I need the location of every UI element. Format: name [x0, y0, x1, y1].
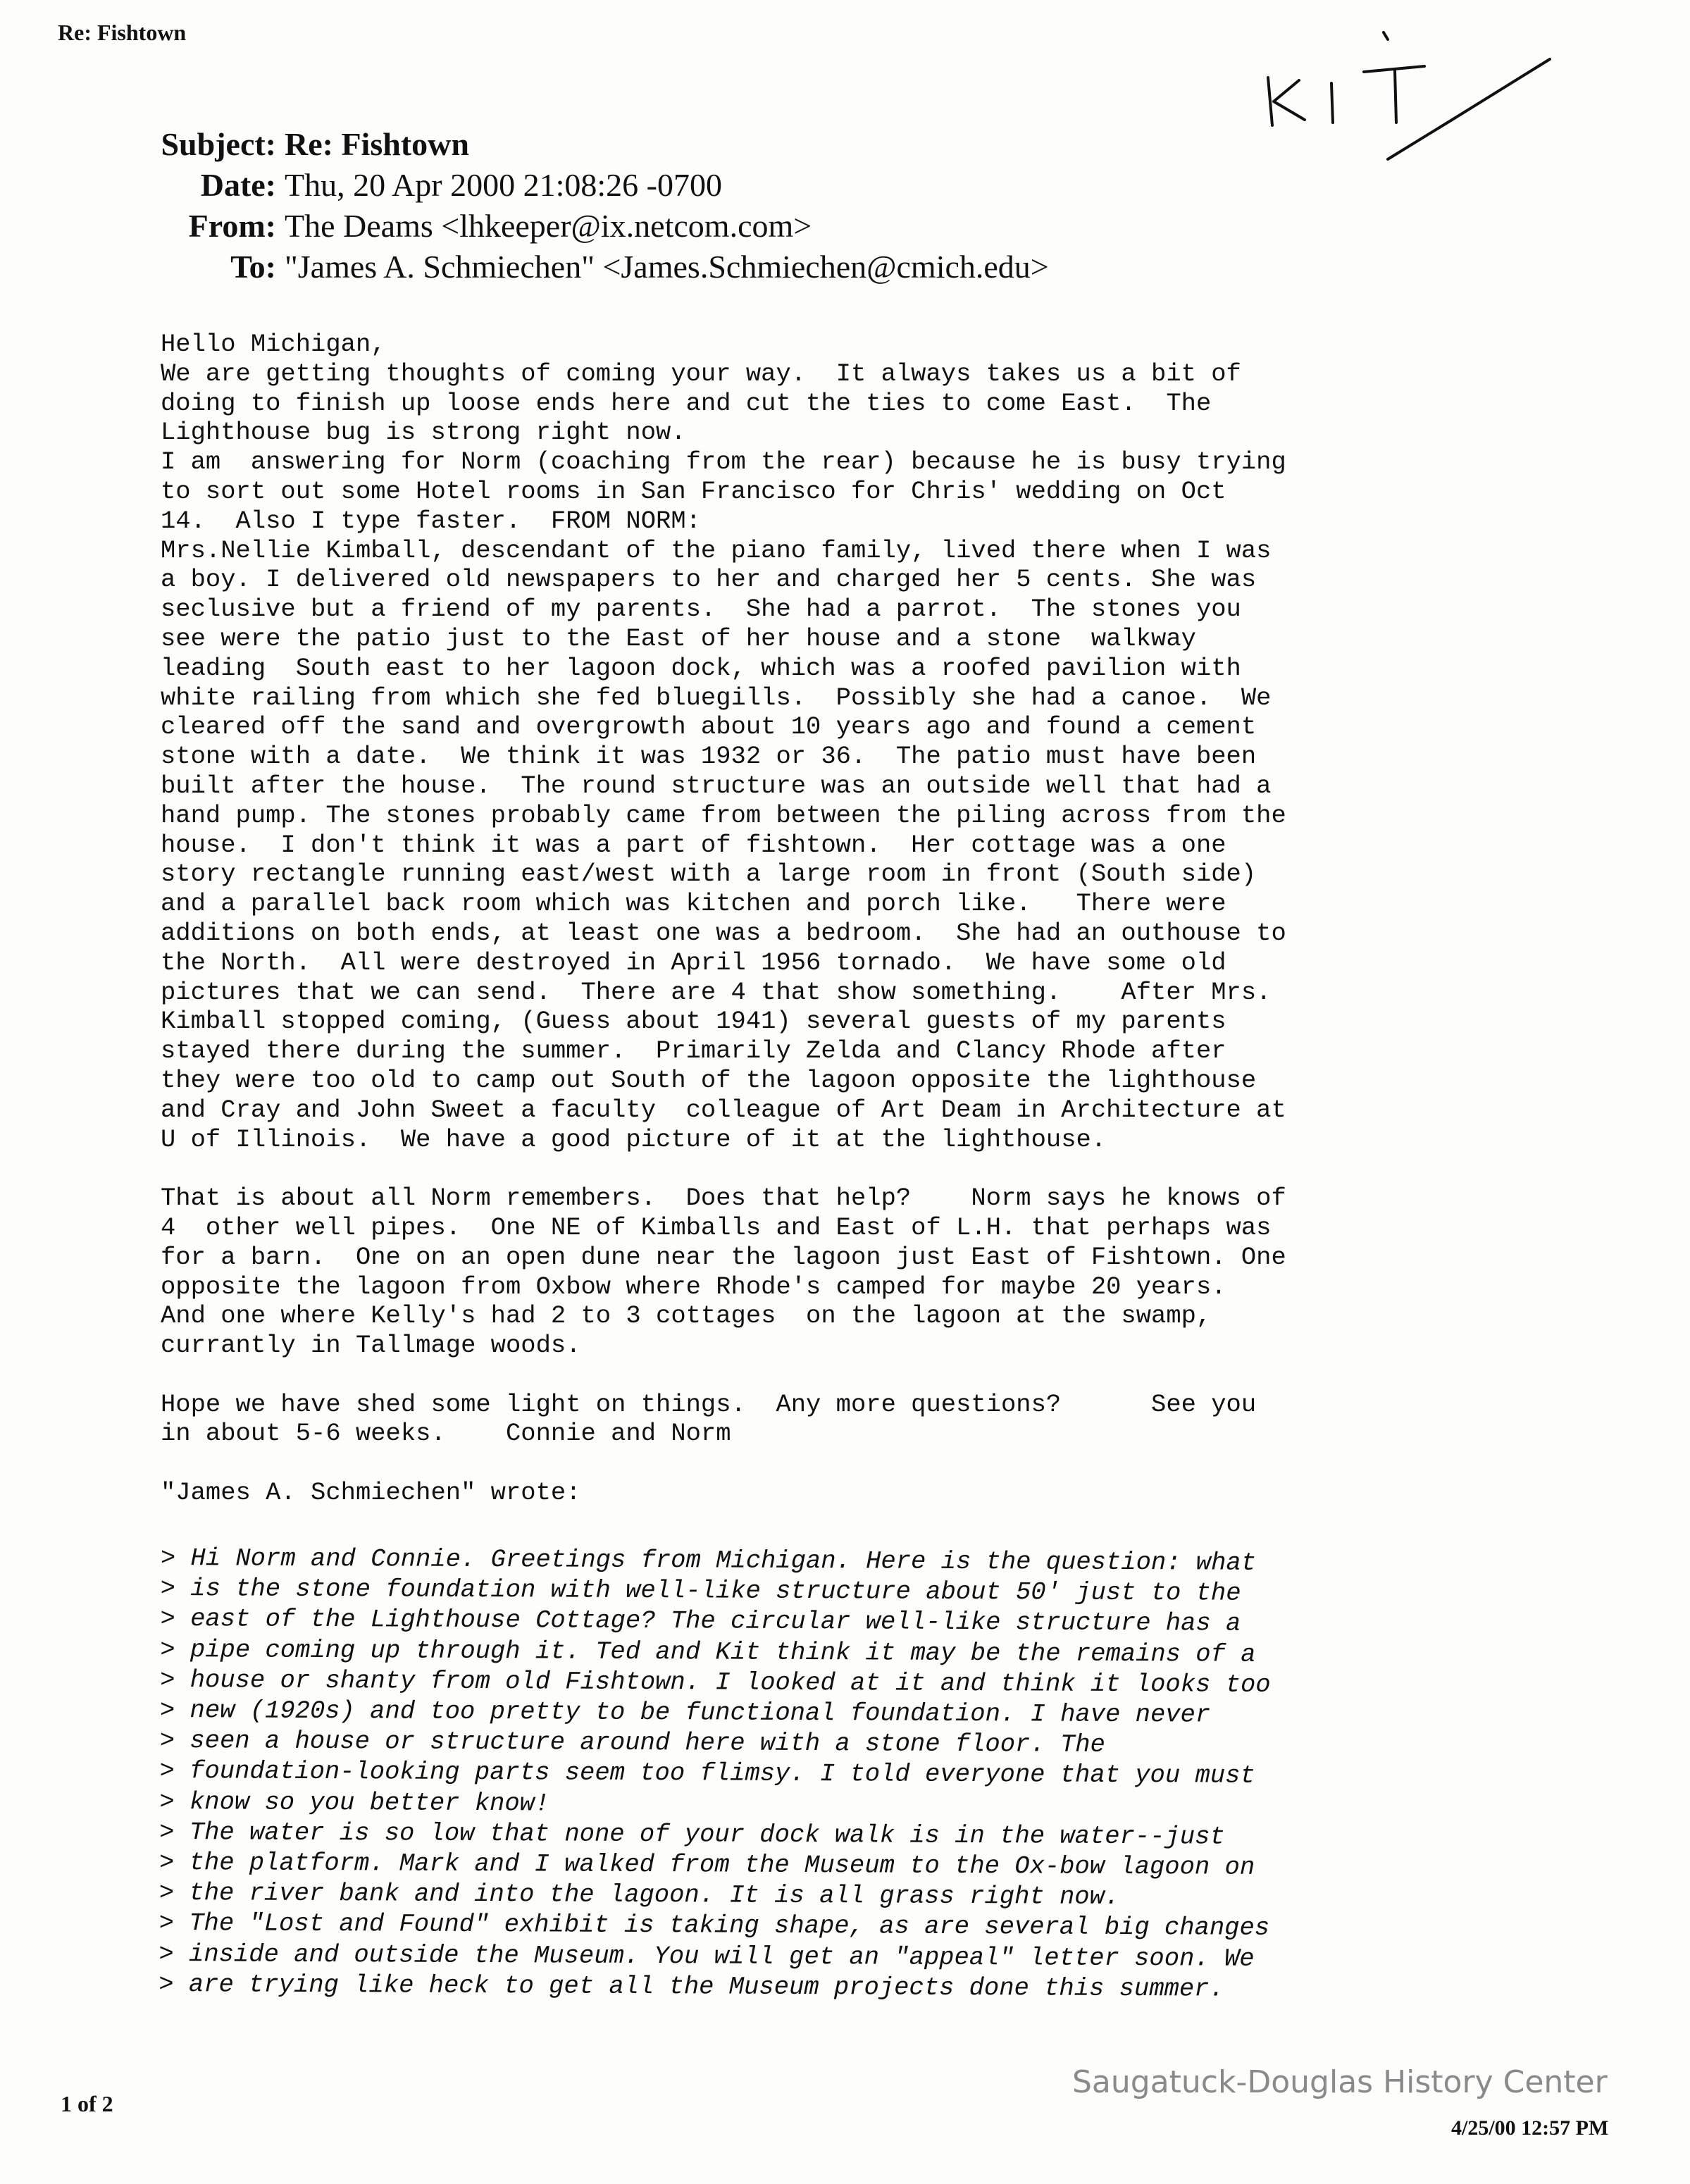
- header-date-row: [0, 165, 1049, 206]
- body-line: and a parallel back room which was kitchen and porch like. There were: [161, 889, 1226, 919]
- body-line: 14. Also I type faster. FROM NORM:: [161, 506, 701, 535]
- date-label: Date:: [200, 167, 276, 203]
- body-line: see were the patio just to the East of her house and a stone walkway: [161, 623, 1196, 653]
- body-line: pictures that we can send. There are 4 that show something. After Mrs.: [161, 977, 1272, 1007]
- body-line: 4 other well pipes. One NE of Kimballs and East of L.H. that perhaps was: [161, 1212, 1272, 1242]
- body-line: story rectangle running east/west with a large room in front (South side): [161, 860, 1257, 889]
- quoted-line: > the river bank and into the lagoon. It is all grass right now.: [159, 1878, 1120, 1912]
- body-line: hand pump. The stones probably came from between the piling across from the: [161, 800, 1286, 830]
- body-line: they were too old to camp out South of the lagoon opposite the lighthouse: [161, 1065, 1257, 1095]
- body-line: white railing from which she fed bluegills. Possibly she had a canoe. We: [161, 683, 1272, 712]
- body-line: [161, 1448, 1499, 1478]
- quoted-line: > The "Lost and Found" exhibit is taking shape, as are several big changes: [159, 1909, 1270, 1943]
- body-line: Hello Michigan,: [161, 330, 386, 359]
- body-line: and Cray and John Sweet a faculty colleague of Art Deam in Architecture at: [161, 1095, 1286, 1124]
- quoted-line: > The water is so low that none of your dock walk is in the water--just: [159, 1817, 1225, 1851]
- body-line: a boy. I delivered old newspapers to her and charged her 5 cents. She was: [161, 565, 1257, 595]
- quoted-line: > pipe coming up through it. Ted and Kit think it may be the remains of a: [160, 1634, 1256, 1669]
- header-from-row: [0, 206, 1049, 247]
- body-line: That is about all Norm remembers. Does that help? Norm says he knows of: [161, 1184, 1286, 1213]
- from-value: The Deams <lhkeeper@ix.netcom.com>: [285, 208, 812, 244]
- body-line: U of Illinois. We have a good picture of it at the lighthouse.: [161, 1124, 1107, 1154]
- quoted-line: > seen a house or structure around here with a stone floor. The: [159, 1726, 1105, 1760]
- quoted-line: > foundation-looking parts seem too flimsy. I told everyone that you must: [159, 1756, 1255, 1791]
- quoted-line: > know so you better know!: [159, 1787, 550, 1818]
- header-subject-row: [0, 124, 1049, 165]
- quoted-line: > inside and outside the Museum. You will get an "appeal" letter soon. We: [159, 1939, 1255, 1973]
- quoted-line: > Hi Norm and Connie. Greetings from Michigan. Here is the question: what: [160, 1544, 1257, 1577]
- quoted-line: > new (1920s) and too pretty to be functional foundation. I have never: [159, 1696, 1211, 1730]
- body-line: Mrs.Nellie Kimball, descendant of the piano family, lived there when I was: [161, 535, 1272, 565]
- body-line: built after the house. The round structure was an outside well that had a: [161, 771, 1272, 800]
- body-line: Kimball stopped coming, (Guess about 1941) several guests of my parents: [161, 1007, 1226, 1036]
- handwritten-kit-annotation: [1247, 21, 1564, 211]
- header-to-row: [0, 247, 1049, 287]
- body-line: doing to finish up loose ends here and cut the ties to come East. The: [161, 388, 1212, 418]
- body-line: the North. All were destroyed in April 1956 tornado. We have some old: [161, 948, 1226, 977]
- body-line: Hope we have shed some light on things. Any more questions? See you: [161, 1389, 1257, 1419]
- body-line: "James A. Schmiechen" wrote:: [161, 1478, 581, 1508]
- email-headers: [0, 124, 1049, 287]
- from-label: From:: [188, 208, 276, 244]
- quoted-line: > east of the Lighthouse Cottage? The circular well-like structure has a: [160, 1604, 1241, 1639]
- quoted-line: > are trying like heck to get all the Museum projects done this summer.: [159, 1969, 1224, 2004]
- body-line: leading South east to her lagoon dock, which was a roofed pavilion with: [161, 653, 1241, 683]
- quoted-line: > the platform. Mark and I walked from the Museum to the Ox-bow lagoon on: [159, 1848, 1255, 1882]
- print-header: Re: Fishtown: [58, 20, 187, 45]
- print-timestamp: 4/25/00 12:57 PM: [1451, 2116, 1609, 2140]
- to-value: "James A. Schmiechen" <James.Schmiechen@cmich.edu>: [285, 249, 1049, 285]
- body-line: [161, 1154, 1499, 1184]
- body-line: additions on both ends, at least one was a bedroom. She had an outhouse to: [161, 918, 1286, 948]
- subject-label: Subject:: [161, 126, 276, 162]
- to-label: To:: [230, 249, 276, 285]
- handwriting-strokes: [1247, 21, 1564, 211]
- subject-value: Re: Fishtown: [285, 126, 469, 162]
- body-line: for a barn. One on an open dune near the lagoon just East of Fishtown. One: [161, 1242, 1286, 1272]
- date-value: Thu, 20 Apr 2000 21:08:26 -0700: [285, 167, 722, 203]
- body-line: house. I don't think it was a part of fishtown. Her cottage was a one: [161, 830, 1226, 860]
- body-line: stone with a date. We think it was 1932 or 36. The patio must have been: [161, 742, 1257, 771]
- page-number: 1 of 2: [61, 2091, 113, 2116]
- body-line: [161, 1360, 1499, 1390]
- body-line: Lighthouse bug is strong right now.: [161, 418, 686, 447]
- body-line: And one where Kelly's had 2 to 3 cottages on the lagoon at the swamp,: [161, 1301, 1212, 1331]
- quoted-message: [159, 1543, 1271, 2004]
- body-line: currantly in Tallmage woods.: [161, 1331, 581, 1360]
- body-line: to sort out some Hotel rooms in San Francisco for Chris' wedding on Oct: [161, 476, 1226, 506]
- body-line: I am answering for Norm (coaching from the rear) because he is busy trying: [161, 447, 1286, 477]
- quoted-line: > is the stone foundation with well-like structure about 50' just to the: [160, 1574, 1241, 1608]
- quoted-line: > house or shanty from old Fishtown. I looked at it and think it looks too: [160, 1665, 1271, 1699]
- body-line: stayed there during the summer. Primarily Zelda and Clancy Rhode after: [161, 1036, 1226, 1066]
- email-body: [161, 330, 1499, 1508]
- archive-watermark: Saugatuck-Douglas History Center: [1072, 2064, 1608, 2100]
- body-line: seclusive but a friend of my parents. She had a parrot. The stones you: [161, 595, 1241, 624]
- body-line: in about 5-6 weeks. Connie and Norm: [161, 1419, 731, 1448]
- body-line: We are getting thoughts of coming your way. It always takes us a bit of: [161, 359, 1241, 388]
- body-line: cleared off the sand and overgrowth about 10 years ago and found a cement: [161, 712, 1257, 742]
- body-line: opposite the lagoon from Oxbow where Rhode's camped for maybe 20 years.: [161, 1272, 1226, 1301]
